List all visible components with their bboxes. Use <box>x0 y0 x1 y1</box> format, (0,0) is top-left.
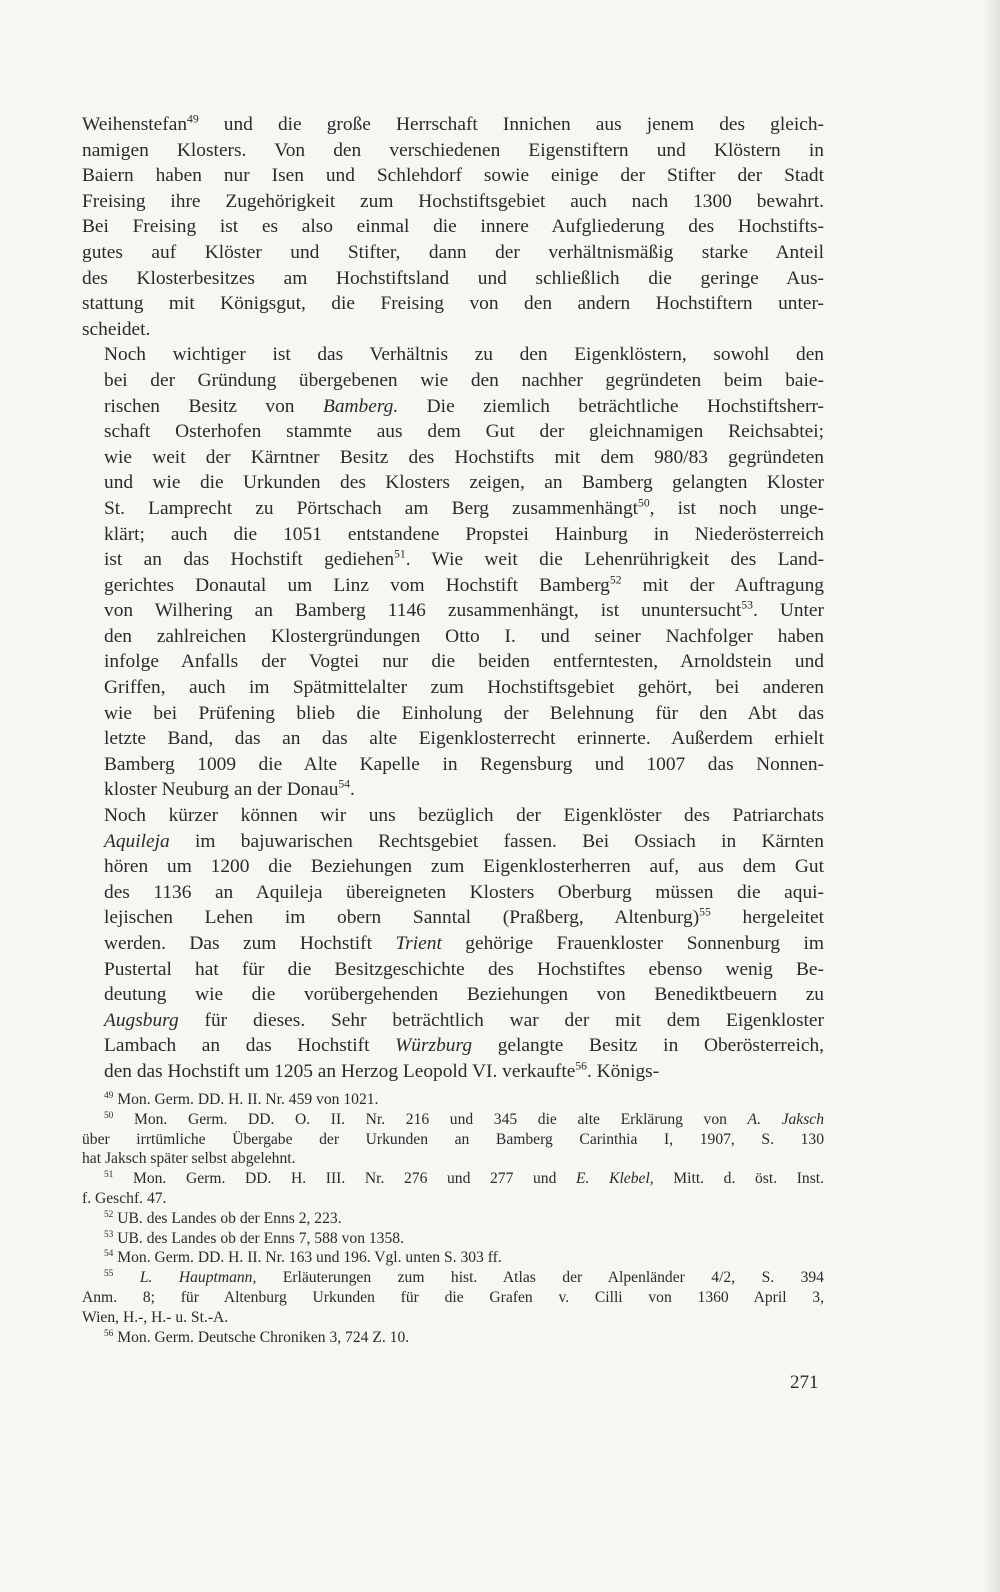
footnote-ref: 53 <box>104 1229 114 1240</box>
footnote-ref: 51 <box>104 1170 114 1180</box>
footnote-ref: 55 <box>104 1268 114 1279</box>
footnotes <box>82 1090 824 1347</box>
footnote-line: $^{55}$ L. Hauptmann, Erläuterungen zum hist. Atlas der Alpenländer 4/2, S. 394 <box>104 1268 824 1287</box>
text-line: Aquileja im bajuwarischen Rechtsgebiet fassen. Bei Ossiach in Kärnten <box>104 830 824 852</box>
footnote-ref: 52 <box>104 1209 114 1220</box>
text-line: scheidet. <box>82 318 151 340</box>
footnote <box>82 1268 824 1327</box>
text-line: Lambach an das Hochstift Würzburg gelangte Besitz in Oberösterreich, <box>104 1035 824 1057</box>
footnote-ref: 56 <box>104 1328 114 1339</box>
page-number: 271 <box>790 1372 819 1393</box>
text-line: Pustertal hat für die Besitzgeschichte des Hochstiftes ebenso wenig Be- <box>104 958 824 980</box>
paragraph <box>82 112 824 342</box>
footnote <box>82 1328 824 1348</box>
footnote-ref: 53 <box>741 598 753 612</box>
text-line: Freising ihre Zugehörigkeit zum Hochstiftsgebiet auch nach 1300 bewahrt. <box>82 190 824 212</box>
text-line: Bamberg 1009 die Alte Kapelle in Regensburg und 1007 das Nonnen- <box>104 753 824 775</box>
footnote-ref: 50 <box>104 1110 114 1121</box>
text-line: wie weit der Kärntner Besitz des Hochstifts mit dem 980/83 gegründeten <box>104 446 824 468</box>
footnote-line: f. Geschf. 47. <box>82 1189 167 1207</box>
text-line: den das Hochstift um 1205 an Herzog Leopold VI. verkaufte$^{56}$. Königs- <box>104 1059 660 1082</box>
footnote-ref: 51 <box>394 547 406 561</box>
footnote-ref: 56 <box>575 1059 587 1073</box>
footnote-ref: 55 <box>699 905 711 919</box>
text-line: Bei Freising ist es also einmal die innere Aufgliederung des Hochstifts- <box>82 216 824 238</box>
text-line: des 1136 an Aquileja übereigneten Klosters Oberburg müssen die aqui- <box>104 881 824 903</box>
text-line: Augsburg für dieses. Sehr beträchtlich war der mit dem Eigenkloster <box>104 1009 824 1031</box>
text-line: namigen Klosters. Von den verschiedenen Eigenstiftern und Klöstern in <box>82 139 824 161</box>
text-line: kloster Neuburg an der Donau$^{54}$. <box>104 777 355 801</box>
text-line: werden. Das zum Hochstift Trient gehörige Frauenkloster Sonnenburg im <box>104 933 825 954</box>
text-line: bei der Gründung übergebenen wie den nachher gegründeten beim baie- <box>104 369 824 391</box>
text-line: klärt; auch die 1051 entstandene Propstei Hainburg in Niederösterreich <box>104 523 824 545</box>
italic-text: E. Klebel, <box>576 1170 654 1188</box>
footnote-line: Anm. 8; für Altenburg Urkunden für die Grafen v. Cilli von 1360 April 3, <box>82 1288 824 1306</box>
text-line: ist an das Hochstift gediehen$^{51}$. Wie weit die Lehenrührigkeit des Land- <box>104 547 824 571</box>
footnote-ref: 54 <box>338 777 351 791</box>
text-line: hören um 1200 die Beziehungen zum Eigenklosterherren auf, aus dem Gut <box>104 856 824 878</box>
paragraph <box>82 803 824 1085</box>
footnote-line: $^{50}$ Mon. Germ. DD. O. II. Nr. 216 und 345 die alte Erklärung von A. Jaksch <box>104 1110 825 1128</box>
text-line: Noch wichtiger ist das Verhältnis zu den Eigenklöstern, sowohl den <box>104 344 824 366</box>
italic-text: Aquileja <box>104 830 170 852</box>
footnote-ref: 49 <box>187 112 199 126</box>
footnote-ref: 49 <box>104 1090 114 1101</box>
italic-text: Trient <box>395 933 442 954</box>
italic-text: Würzburg <box>395 1035 473 1057</box>
italic-text: L. Hauptmann, <box>139 1269 257 1287</box>
italic-text: Bamberg. <box>322 395 399 417</box>
text-line: Noch kürzer können wir uns bezüglich der Eigenklöster des Patriarchats <box>104 805 824 827</box>
text-line: St. Lamprecht zu Pörtschach am Berg zusammenhängt$^{50}$, ist noch unge- <box>104 496 824 519</box>
footnote <box>82 1229 824 1249</box>
footnote-line: $^{53}$ UB. des Landes ob der Enns 7, 588 von 1358. <box>104 1229 404 1247</box>
text-line: den zahlreichen Klostergründungen Otto I. und seiner Nachfolger haben <box>104 625 824 647</box>
text-line: deutung wie die vorübergehenden Beziehungen von Benediktbeuern zu <box>104 984 824 1006</box>
text-line: rischen Besitz von Bamberg. Die ziemlich beträchtliche Hochstiftsherr- <box>104 395 824 417</box>
italic-text: A. Jaksch <box>747 1110 825 1128</box>
text-line: und wie die Urkunden des Klosters zeigen, an Bamberg gelangten Kloster <box>104 472 824 494</box>
text-line: Baiern haben nur Isen und Schlehdorf sowie einige der Stifter der Stadt <box>82 165 824 187</box>
text-line: von Wilhering an Bamberg 1146 zusammenhängt, ist ununtersucht$^{53}$. Unter <box>104 598 824 622</box>
footnote-ref: 54 <box>104 1249 114 1260</box>
text-line: infolge Anfalls der Vogtei nur die beiden entferntesten, Arnoldstein und <box>104 651 824 673</box>
footnote-ref: 52 <box>609 573 622 587</box>
text-line: schaft Osterhofen stammte aus dem Gut der gleichnamigen Reichsabtei; <box>104 421 824 443</box>
footnote <box>82 1090 824 1110</box>
footnote-line: Wien, H.-, H.- u. St.-A. <box>82 1308 229 1326</box>
text-line: letzte Band, das an das alte Eigenklosterrecht erinnerte. Außerdem erhielt <box>104 728 824 750</box>
footnote-line: $^{56}$ Mon. Germ. Deutsche Chroniken 3, 724 Z. 10. <box>104 1328 410 1346</box>
footnote <box>82 1169 824 1209</box>
footnote <box>82 1209 824 1229</box>
footnote-line: $^{51}$ Mon. Germ. DD. H. III. Nr. 276 und 277 und E. Klebel, Mitt. d. öst. Inst. <box>104 1170 824 1188</box>
italic-text: Augsburg <box>104 1009 179 1031</box>
text-line: gerichtes Donautal um Linz vom Hochstift Bamberg$^{52}$ mit der Auftragung <box>104 573 824 596</box>
footnote-line: über irrtümliche Übergabe der Urkunden an Bamberg Carinthia I, 1907, S. 130 <box>82 1130 824 1148</box>
main-text <box>82 112 824 1085</box>
text-line: lejischen Lehen im obern Sanntal (Praßberg, Altenburg)$^{55}$ hergeleitet <box>104 905 824 929</box>
footnote-line: $^{49}$ Mon. Germ. DD. H. II. Nr. 459 von 1021. <box>104 1090 379 1108</box>
paragraph <box>82 342 824 803</box>
footnote-line: $^{54}$ Mon. Germ. DD. H. II. Nr. 163 und 196. Vgl. unten S. 303 ff. <box>104 1249 502 1267</box>
text-line: Weihenstefan$^{49}$ und die große Herrschaft Innichen aus jenem des gleich- <box>82 112 824 135</box>
footnote <box>82 1248 824 1268</box>
footnote-line: $^{52}$ UB. des Landes ob der Enns 2, 223. <box>104 1209 342 1227</box>
footnote-line: hat Jaksch später selbst abgelehnt. <box>82 1150 296 1168</box>
footnote <box>82 1110 824 1169</box>
text-line: stattung mit Königsgut, die Freising von den andern Hochstiftern unter- <box>82 293 824 315</box>
text-line: des Klosterbesitzes am Hochstiftsland und schließlich die geringe Aus- <box>82 267 824 289</box>
footnote-ref: 50 <box>638 496 650 510</box>
text-line: Griffen, auch im Spätmittelalter zum Hochstiftsgebiet gehört, bei anderen <box>104 677 824 699</box>
text-line: wie bei Prüfening blieb die Einholung der Belehnung für den Abt das <box>104 702 824 724</box>
text-line: gutes auf Klöster und Stifter, dann der verhältnismäßig starke Anteil <box>82 241 824 263</box>
